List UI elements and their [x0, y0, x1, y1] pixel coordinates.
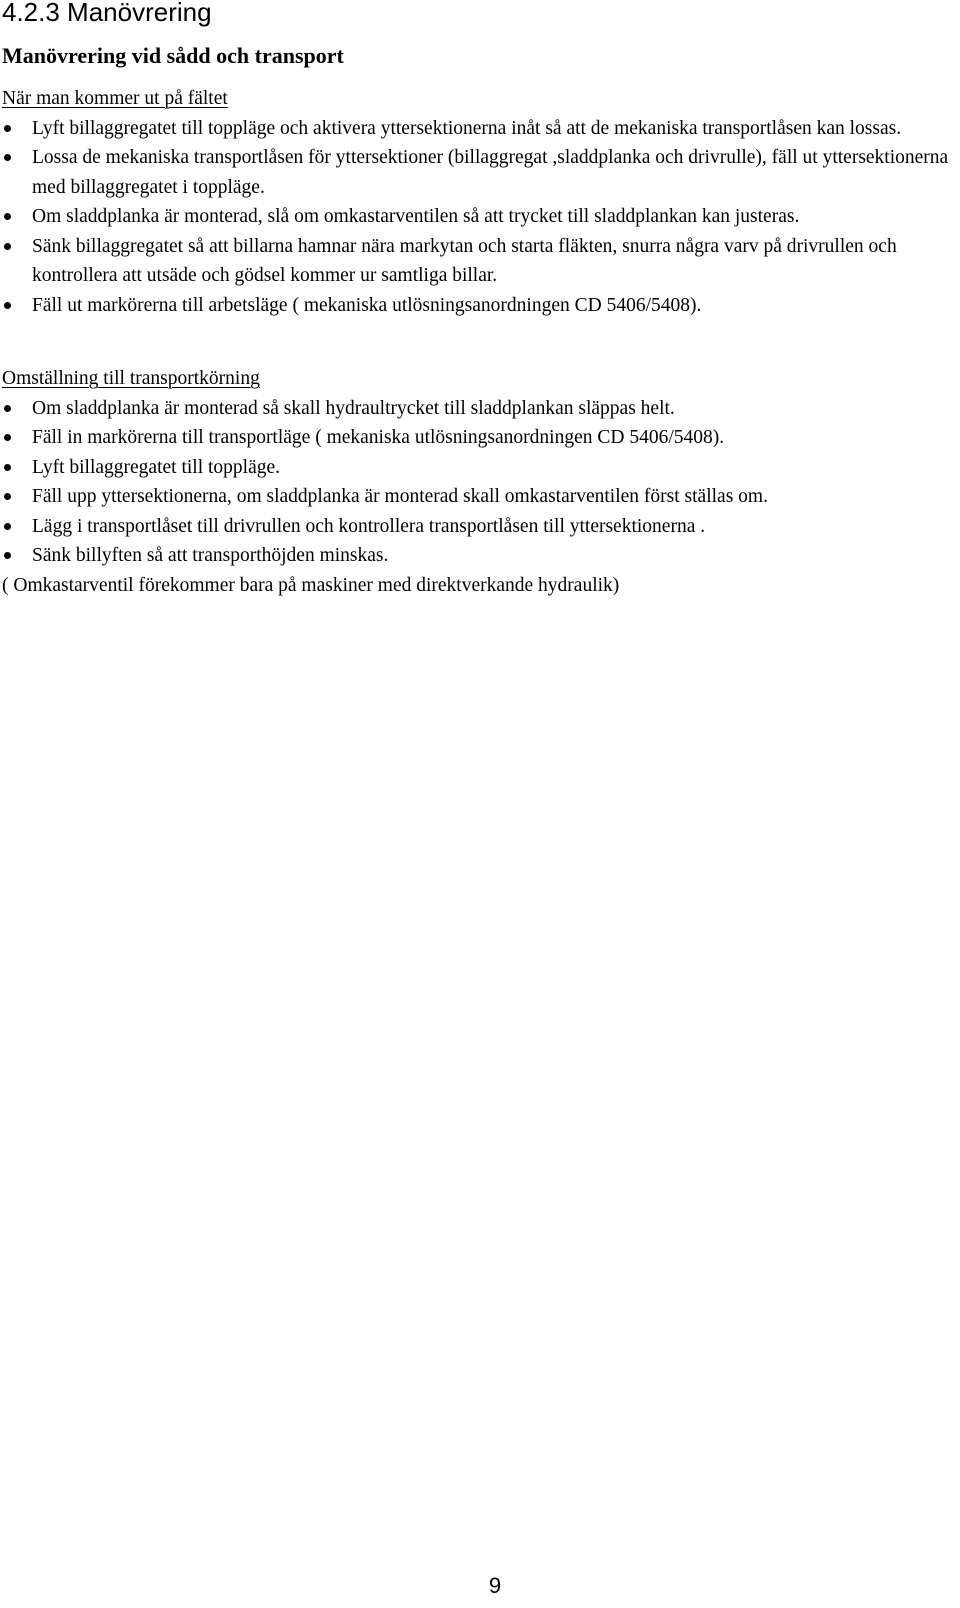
list-item-text: Lyft billaggregatet till toppläge. [32, 456, 281, 478]
transport-section-heading: Omställning till transportkörning [2, 368, 260, 389]
section-subtitle: Manövrering vid sådd och transport [2, 43, 344, 68]
list-item [2, 394, 952, 424]
bullet-icon [4, 213, 11, 220]
bullet-icon [4, 523, 11, 530]
transport-section-list [2, 394, 952, 571]
bullet-icon [4, 405, 11, 412]
bullet-icon [4, 302, 11, 309]
list-item [2, 202, 952, 232]
list-item-text: Om sladdplanka är monterad, slå om omkastarventilen så att trycket till sladdplankan kan justeras. [32, 206, 800, 227]
list-item-text: Lossa de mekaniska transportlåsen för yttersektioner (billaggregat ,sladdplanka och drivrulle), fäll ut yttersektionerna med billaggregatet i toppläge. [32, 147, 949, 198]
bullet-icon [4, 125, 11, 132]
transport-section [2, 364, 952, 600]
list-item [2, 143, 952, 202]
list-item [2, 482, 952, 512]
section-title: 4.2.3 Manövrering [2, 0, 212, 27]
list-item [2, 453, 952, 483]
bullet-icon [4, 464, 11, 471]
list-item [2, 512, 952, 542]
bullet-icon [4, 154, 11, 161]
list-item [2, 541, 952, 571]
list-item-text: Fäll upp yttersektionerna, om sladdplanka är monterad skall omkastarventilen först ställas om. [32, 486, 768, 507]
field-section-list [2, 114, 952, 321]
bullet-icon [4, 552, 11, 559]
list-item-text: Fäll in markörerna till transportläge ( mekaniska utlösningsanordningen CD 5406/5408). [32, 427, 725, 448]
page-number: 9 [488, 1573, 502, 1598]
bullet-icon [4, 243, 11, 250]
list-item-text: Fäll ut markörerna till arbetsläge ( mekaniska utlösningsanordningen CD 5406/5408). [32, 294, 702, 316]
list-item [2, 423, 952, 453]
field-section [2, 84, 952, 320]
list-item [2, 232, 952, 291]
list-item-text: Om sladdplanka är monterad så skall hydraultrycket till sladdplankan släppas helt. [32, 397, 675, 419]
list-item-text: Lägg i transportlåset till drivrullen och kontrollera transportlåsen till yttersektionerna . [32, 515, 706, 537]
hydraulics-note: ( Omkastarventil förekommer bara på maskiner med direktverkande hydraulik) [2, 574, 620, 596]
list-item [2, 291, 952, 321]
list-item-text: Sänk billaggregatet så att billarna hamnar nära markytan och starta fläkten, snurra några varv på drivrullen och kontrollera att utsäde och gödsel kommer ur samtliga billar. [32, 235, 897, 286]
list-item-text: Sänk billyften så att transporthöjden minskas. [32, 545, 389, 566]
field-section-heading: När man kommer ut på fältet [2, 88, 228, 109]
bullet-icon [4, 434, 11, 441]
list-item [2, 114, 952, 144]
bullet-icon [4, 493, 11, 500]
list-item-text: Lyft billaggregatet till toppläge och aktivera yttersektionerna inåt så att de mekaniska transportlåsen kan lossas. [32, 117, 902, 139]
